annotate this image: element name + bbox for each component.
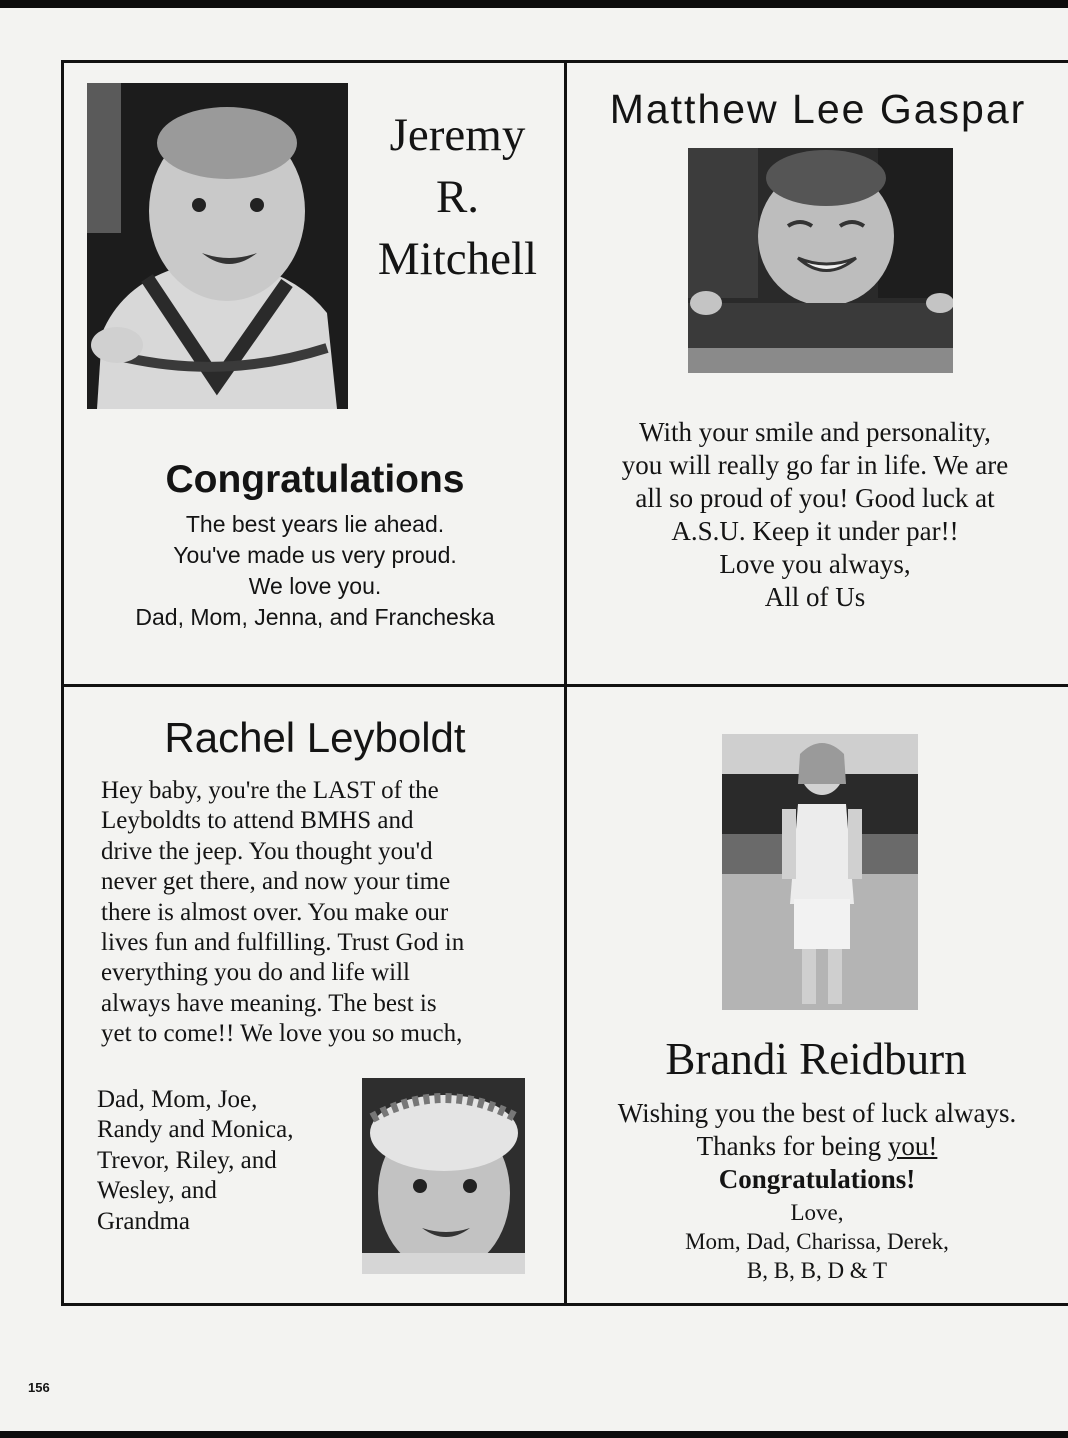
brandi-closing-line: B, B, B, D & T [746, 1258, 888, 1283]
jeremy-message-line: Dad, Mom, Jenna, and Francheska [135, 604, 495, 630]
brandi-closing [568, 1198, 1066, 1285]
jeremy-message-line: The best years lie ahead. [185, 511, 445, 537]
brandi-message-line: Wishing you the best of luck always. [617, 1098, 1017, 1128]
rachel-message-line: Hey baby, you're the LAST of the [101, 777, 439, 804]
rachel-signature-line: Grandma [97, 1207, 191, 1235]
matthew-name: Matthew Lee Gaspar [609, 86, 1027, 132]
rachel-message-line: yet to come!! We love you so much, [101, 1020, 463, 1048]
brandi-child-photo [722, 734, 918, 1010]
jeremy-message-line: We love you. [248, 573, 382, 599]
rachel-message-line: always have meaning. The best is [101, 989, 437, 1017]
matthew-baby-photo [688, 148, 953, 373]
brandi-message [568, 1097, 1066, 1196]
rachel-signature-line: Randy and Monica, [97, 1116, 294, 1144]
matthew-message [570, 416, 1060, 614]
jeremy-name-line: Mitchell [377, 233, 538, 285]
page-number: 156 [28, 1380, 50, 1395]
rachel-message-line: never get there, and now your time [101, 868, 451, 896]
jeremy-name [360, 104, 555, 290]
matthew-message-line: you will really go far in life. We are [621, 450, 1009, 480]
brandi-congratulations: Congratulations! [718, 1164, 916, 1194]
jeremy-message-line: You've made us very proud. [173, 542, 457, 568]
brandi-thanks-text: Thanks for being [696, 1131, 888, 1161]
rachel-signature [97, 1085, 357, 1237]
rachel-message [101, 776, 561, 1050]
rachel-message-line: Leyboldts to attend BMHS and [101, 807, 414, 835]
matthew-message-line: A.S.U. Keep it under par!! [671, 516, 959, 546]
brandi-closing-line: Mom, Dad, Charissa, Derek, [685, 1229, 949, 1254]
rachel-signature-line: Dad, Mom, Joe, [97, 1086, 258, 1113]
matthew-message-line: With your smile and personality, [639, 417, 991, 447]
rachel-name: Rachel Leyboldt [164, 714, 466, 761]
rachel-signature-line: Wesley, and [97, 1177, 217, 1205]
brandi-name: Brandi Reidburn [665, 1034, 967, 1084]
brandi-closing-line: Love, [790, 1200, 844, 1225]
rachel-message-line: drive the jeep. You thought you'd [101, 837, 433, 865]
rachel-message-line: everything you do and life will [101, 959, 410, 987]
horizontal-divider [62, 684, 1068, 687]
jeremy-message [90, 509, 540, 633]
bottom-scan-edge [0, 1431, 1068, 1438]
top-scan-edge [0, 0, 1068, 8]
rachel-signature-line: Trevor, Riley, and [97, 1146, 277, 1174]
rachel-message-line: there is almost over. You make our [101, 898, 449, 926]
jeremy-congratulations-heading: Congratulations [165, 458, 465, 501]
rachel-child-photo [362, 1078, 525, 1274]
jeremy-name-line: R. [435, 171, 480, 223]
rachel-message-line: lives fun and fulfilling. Trust God in [101, 929, 465, 957]
matthew-message-line: All of Us [764, 582, 866, 612]
brandi-message-line [568, 1130, 1066, 1163]
matthew-message-line: all so proud of you! Good luck at [635, 483, 995, 513]
jeremy-name-line: Jeremy [389, 109, 526, 161]
jeremy-baby-photo [87, 83, 348, 409]
matthew-message-line: Love you always, [719, 549, 911, 579]
brandi-you-underlined: you! [887, 1131, 938, 1161]
